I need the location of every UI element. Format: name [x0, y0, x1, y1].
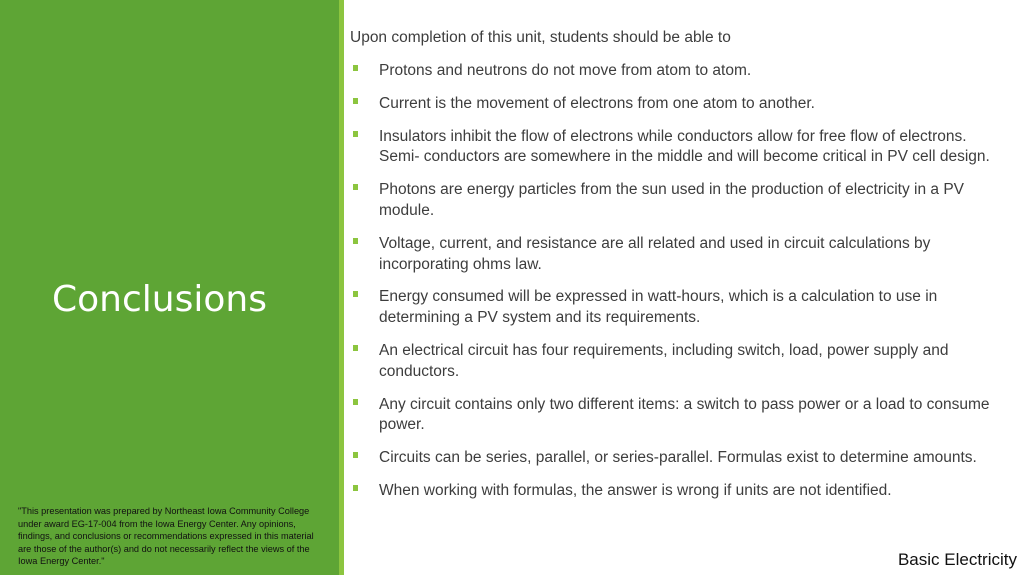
list-item-text: Any circuit contains only two different items: a switch to pass power or a load to consume power. — [379, 395, 990, 434]
square-bullet-icon — [353, 131, 358, 137]
list-item-text: Insulators inhibit the flow of electrons while conductors allow for free flow of electrons. Semi- conductors are somewhere in the middle and will become critical in PV cell design. — [379, 127, 990, 166]
list-item-text: Protons and neutrons do not move from atom to atom. — [379, 62, 752, 79]
intro-text: Upon completion of this unit, students should be able to — [350, 29, 731, 46]
slide-title: Conclusions — [52, 279, 267, 320]
list-item — [350, 287, 990, 329]
square-bullet-icon — [353, 485, 358, 491]
funding-disclaimer: "This presentation was prepared by Northeast Iowa Community College under award EG-17-004 from the Iowa Energy Center. Any opinions, findings, and conclusions or recommendations expressed in this material are those of the author(s) and do not necessarily reflect the views of the Iowa Energy Center." — [18, 506, 314, 567]
list-item — [350, 234, 990, 276]
list-item — [350, 481, 990, 502]
list-item — [350, 341, 990, 383]
square-bullet-icon — [353, 65, 358, 71]
list-item — [350, 448, 990, 469]
list-item-text: Energy consumed will be expressed in watt-hours, which is a calculation to use in determining a PV system and its requirements. — [379, 288, 938, 327]
list-item-text: An electrical circuit has four requirements, including switch, load, power supply and conductors. — [379, 341, 949, 380]
list-item — [350, 127, 990, 169]
square-bullet-icon — [353, 291, 358, 297]
list-item-text: Circuits can be series, parallel, or series-parallel. Formulas exist to determine amounts. — [379, 449, 977, 467]
list-item — [350, 395, 990, 437]
list-item — [350, 94, 990, 115]
course-label: Basic Electricity — [897, 550, 1017, 569]
square-bullet-icon — [353, 399, 358, 405]
list-item-text: Voltage, current, and resistance are all related and used in circuit calculations by incorporating ohms law. — [379, 234, 931, 273]
list-item-text: Current is the movement of electrons from one atom to another. — [379, 94, 815, 112]
title-panel — [0, 0, 339, 575]
conclusion-list — [350, 61, 990, 514]
list-item-text: When working with formulas, the answer is wrong if units are not identified. — [379, 481, 892, 499]
square-bullet-icon — [353, 184, 358, 190]
list-item — [350, 180, 990, 222]
square-bullet-icon — [353, 345, 358, 351]
square-bullet-icon — [353, 452, 358, 458]
list-item-text: Photons are energy particles from the sun used in the production of electricity in a PV module. — [379, 181, 965, 219]
square-bullet-icon — [353, 98, 358, 104]
list-item — [350, 61, 990, 82]
accent-divider — [339, 0, 344, 575]
square-bullet-icon — [353, 238, 358, 244]
